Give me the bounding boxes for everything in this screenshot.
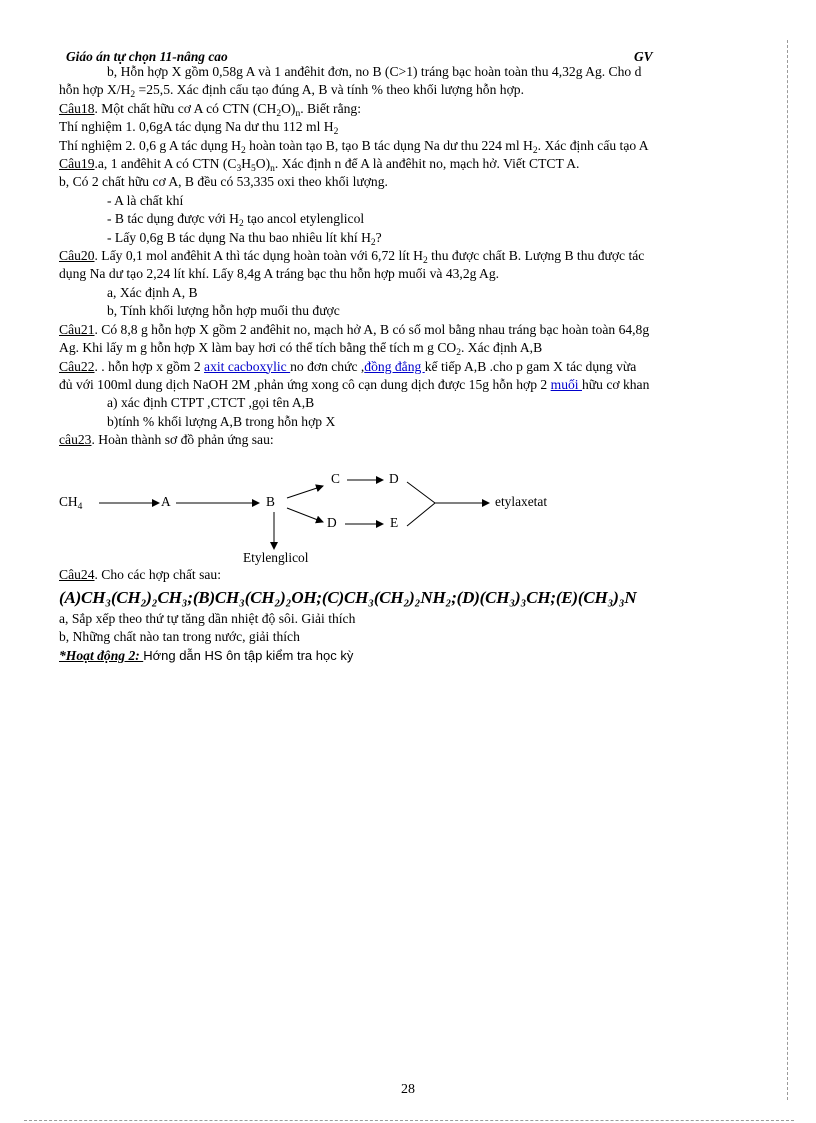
q22-line1: Câu22. . hỗn hợp x gồm 2 axit cacboxylic no đơn chức ,đồng đẳng kế tiếp A,B .cho p gam X tác dụng vừa — [59, 358, 637, 374]
q24-part-b: b, Những chất nào tan trong nước, giải thích — [59, 629, 300, 645]
species-b: B — [266, 493, 275, 509]
species-e: E — [390, 514, 399, 530]
q24-title: Câu24. Cho các hợp chất sau: — [59, 566, 221, 582]
page-border-bottom — [24, 1120, 794, 1121]
q19-label: Câu19 — [59, 156, 95, 172]
q17b-line1: b, Hỗn hợp X gồm 0,58g A và 1 anđêhit đơn, no B (C>1) tráng bạc hoàn toàn thu 4,32g Ag. Cho d — [107, 64, 642, 79]
page-number: 28 — [401, 1082, 415, 1097]
link-axit-cacboxylic[interactable]: axit cacboxylic — [204, 358, 291, 374]
activity-label: *Hoạt động 2: — [59, 647, 144, 663]
q18-experiment-2: Thí nghiệm 2. 0,6 g A tác dụng $H_2$ hoàn toàn tạo B, tạo B tác dụng Na dư thu 224 ml $H_2$. Xác định cấu tạo A — [59, 137, 649, 156]
species-c: C — [331, 470, 340, 486]
activity-2: *Hoạt động 2: Hớng dẫn HS ôn tập kiểm tra học kỳ — [59, 647, 354, 663]
q19-part-b: b, Có 2 chất hữu cơ A, B đều có 53,335 oxi theo khối lượng. — [59, 174, 388, 190]
q18-label: Câu18 — [59, 100, 95, 116]
q21-line2: Ag. Khi lấy m g hỗn hợp X làm bay hơi có thể tích bằng thể tích m g $CO_2$. Xác định A,B — [59, 340, 543, 359]
species-etylenglicol: Etylenglicol — [243, 549, 309, 565]
q21-label: Câu21 — [59, 321, 95, 337]
q19-item-2: - B tác dụng được với $H_2$ tạo ancol etylenglicol — [107, 211, 365, 230]
page-border-right — [787, 40, 788, 1100]
header-author: GV — [634, 49, 653, 64]
q23-title: câu23. Hoàn thành sơ đồ phản ứng sau: — [59, 432, 274, 448]
header-title: Giáo án tự chọn 11-nâng cao — [66, 49, 228, 64]
species-ch4: $CH_4$ — [59, 493, 83, 512]
q20-part-b: b, Tính khối lượng hỗn hợp muối thu được — [107, 303, 340, 319]
q24-part-a: a, Sắp xếp theo thứ tự tăng dần nhiệt độ sôi. Giải thích — [59, 610, 356, 626]
q22-line2: đủ với 100ml dung dịch NaOH 2M ,phản ứng xong cô cạn dung dịch được 15g hỗn hợp 2 muối hữu cơ khan — [59, 376, 650, 392]
species-etylaxetat: etylaxetat — [495, 493, 548, 509]
q19-title: Câu19.a, 1 anđêhit A có CTN $(C_3H_5O)_n$. Xác định n để A là anđêhit no, mạch hở. Viết CTCT A. — [59, 156, 580, 175]
q22-label: Câu22 — [59, 358, 95, 374]
q20-line1: Câu20. Lấy 0,1 mol anđêhit A thì tác dụng hoàn toàn với 6,72 lít $H_2$ thu được chất B. Lượng B thu được tác — [59, 248, 645, 267]
reaction-scheme — [59, 450, 773, 566]
arrow-b-to-c — [287, 486, 323, 498]
q20-line2: dụng Na dư tạo 2,24 lít khí. Lấy 8,4g A tráng bạc thu hỗn hợp muối và 43,2g Ag. — [59, 266, 500, 282]
q24-label: Câu24 — [59, 566, 95, 582]
q21-line1: Câu21. Có 8,8 g hỗn hợp X gồm 2 anđêhit no, mạch hở A, B có số mol bằng nhau tráng bạc hoàn toàn 64,8g — [59, 321, 650, 337]
q18-title: Câu18. Một chất hữu cơ A có CTN $(CH_2O)_n$. Biết rằng: — [59, 100, 361, 119]
q20-part-a: a, Xác định A, B — [107, 284, 198, 300]
arrow-b-to-d — [287, 508, 323, 522]
q18-experiment-1: Thí nghiệm 1. 0,6gA tác dụng Na dư thu 112 ml $H_2$ — [59, 119, 339, 138]
q17b-line2: hỗn hợp $X/H_2 =25,5$. Xác định cấu tạo đúng A, B và tính % theo khối lượng hỗn hợp. — [59, 82, 524, 101]
q20-label: Câu20 — [59, 248, 95, 264]
q19-item-3: - Lấy 0,6g B tác dụng Na thu bao nhiêu lít khí $H_2$? — [107, 229, 382, 248]
species-a: A — [161, 493, 171, 509]
species-d-bottom: D — [327, 514, 337, 530]
page-content — [59, 49, 773, 665]
species-d-top: D — [389, 470, 399, 486]
bracket-merge — [407, 482, 435, 526]
link-muoi[interactable]: muối — [550, 376, 582, 392]
link-dong-dang[interactable]: đồng đẳng — [364, 358, 425, 374]
q22-part-b: b)tính % khối lượng A,B trong hỗn hợp X — [107, 413, 336, 429]
q22-part-a: a) xác định CTPT ,CTCT ,gọi tên A,B — [107, 395, 315, 411]
q19-item-1: - A là chất khí — [107, 192, 184, 208]
q23-label: câu23 — [59, 432, 92, 448]
page-header — [59, 49, 773, 63]
q24-formula: (A)CH₃(CH₂)₂CH₃;(B)CH₃(CH₂)₂OH;(C)CH₃(CH₂)₂NH₂;(D)(CH₃)₃CH;(E)(CH₃)₃N — [59, 587, 637, 607]
